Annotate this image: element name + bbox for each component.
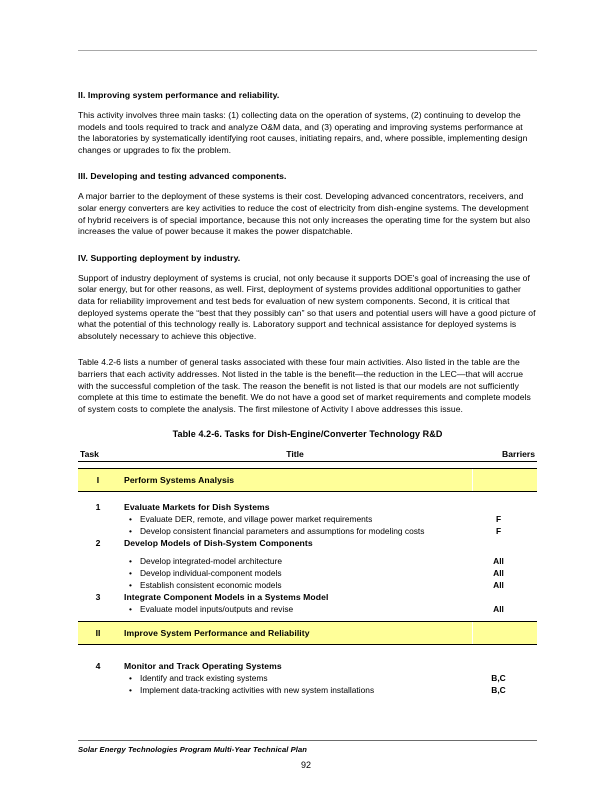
bullet-icon: •	[129, 685, 132, 696]
table-row-subtask	[78, 603, 537, 615]
section-paragraph-ii: This activity involves three main tasks: (1) collecting data on the operation of systems, (2) continuing to develop the models and tools required to track and analyze O&M data, and (3) operating and improving systems performance at the laboratories by systematically identifying root causes, initiating repairs, and, where possible, implementing design changes or upgrades to fix the problem.	[78, 110, 528, 155]
document-content	[78, 90, 537, 696]
table-row-subtask	[78, 684, 537, 696]
table-row-subtask	[78, 555, 537, 567]
task-number: 2	[95, 538, 101, 549]
task-number: 4	[95, 661, 101, 672]
table-row-subtask	[78, 525, 537, 537]
table-row-subtask	[78, 567, 537, 579]
subtask-title	[118, 567, 472, 579]
task-title: Develop Models of Dish-System Components	[124, 538, 313, 549]
subtask-number-spacer	[78, 579, 118, 591]
subtask-number-spacer	[78, 603, 118, 615]
activity-title: Improve System Performance and Reliability	[118, 622, 472, 645]
activity-number: I	[78, 469, 118, 492]
footer-text: Solar Energy Technologies Program Multi-Year Technical Plan	[78, 745, 307, 754]
activity-barriers	[472, 469, 537, 492]
subtask-title	[118, 603, 472, 615]
section-heading-ii: II. Improving system performance and reliability.	[78, 90, 280, 100]
column-header-task: Task	[78, 448, 118, 462]
subtask-title	[118, 525, 472, 537]
table-body	[78, 462, 537, 697]
subtask-barriers: All	[493, 568, 504, 579]
subtask-text: Evaluate model inputs/outputs and revise	[140, 604, 294, 615]
subtask-number-spacer	[78, 555, 118, 567]
table-header	[78, 448, 537, 462]
subtask-title	[118, 672, 472, 684]
task-barriers	[472, 501, 537, 513]
bullet-icon: •	[129, 673, 132, 684]
table-intro-paragraph: Table 4.2-6 lists a number of general tasks associated with these four main activities. Also listed in the table are the barriers that each activity addresses. Not listed in the table is the benefit—the reduction in the LEC—that will accrue with the successful completion of the task. The reason the benefit is not listed is that our models are not sufficiently complete at this time to estimate the benefit. We do not have a good set of market requirements and complete models of system costs to complete the analysis. The first milestone of Activity I above addresses this issue.	[78, 357, 531, 414]
subtask-text: Implement data-tracking activities with new system installations	[140, 685, 375, 696]
subtask-number-spacer	[78, 513, 118, 525]
section-paragraph-iii: A major barrier to the deployment of these systems is their cost. Developing advanced concentrators, receivers, and solar energy converters are key activities to reduce the cost of electricity from dish-engine systems. The development of hybrid receivers is of special importance, because this not only increases the operating time for the system but also increases the value of power because it makes the power dispatchable.	[78, 191, 531, 237]
subtask-barriers: All	[493, 580, 504, 591]
table-row-subtask	[78, 672, 537, 684]
subtask-barriers: F	[495, 514, 502, 525]
column-header-title: Title	[118, 448, 472, 462]
section-heading-iii: III. Developing and testing advanced components.	[78, 171, 287, 182]
subtask-text: Develop integrated-model architecture	[140, 556, 282, 567]
table-row-subtask	[78, 513, 537, 525]
spacer-row	[78, 492, 537, 502]
section-heading-iv: IV. Supporting deployment by industry.	[78, 252, 241, 263]
subtask-barriers: B,C	[491, 685, 506, 696]
task-title: Monitor and Track Operating Systems	[124, 661, 282, 672]
subtask-barriers: F	[495, 526, 502, 537]
subtask-number-spacer	[78, 525, 118, 537]
subtask-text: Develop individual-component models	[140, 568, 282, 579]
subtask-barriers: All	[493, 556, 504, 567]
task-title: Evaluate Markets for Dish Systems	[124, 502, 270, 513]
spacer-row	[78, 462, 537, 469]
activity-number: II	[78, 622, 118, 645]
page-number: 92	[300, 760, 311, 770]
table-row-activity	[78, 469, 537, 492]
subtask-text: Establish consistent economic models	[140, 580, 282, 591]
task-barriers	[472, 537, 537, 549]
header-rule	[78, 50, 537, 51]
bullet-icon: •	[129, 604, 132, 615]
task-barriers	[472, 660, 537, 672]
subtask-barriers: B,C	[491, 673, 506, 684]
table-row-task	[78, 501, 537, 513]
bullet-icon: •	[129, 514, 132, 525]
section-paragraph-iv: Support of industry deployment of systems is crucial, not only because it supports DOE's goal of increasing the use of solar energy, but for other reasons, as well. First, deployment of systems provides additional opportunities to gather data for reliability improvement and test beds for evaluation of new system components. Second, it is critical that deployed systems operate the “best that they possibly can” so that users and potential users will have a good picture of what the potential of this technology really is. Laboratory support and technical assistance for deployed systems is absolutely necessary to achieve this objective.	[78, 272, 536, 341]
subtask-title	[118, 513, 472, 525]
bullet-icon: •	[129, 568, 132, 579]
subtask-title	[118, 579, 472, 591]
subtask-title	[118, 555, 472, 567]
task-number: 3	[95, 592, 101, 603]
subtask-text: Evaluate DER, remote, and village power market requirements	[140, 514, 373, 525]
bullet-icon: •	[129, 580, 132, 591]
subtask-text: Identify and track existing systems	[140, 673, 268, 684]
table-row-task	[78, 660, 537, 672]
task-title: Integrate Component Models in a Systems Model	[124, 592, 329, 603]
column-header-barriers: Barriers	[472, 448, 537, 462]
tasks-table	[78, 448, 537, 696]
subtask-barriers: All	[493, 604, 504, 615]
table-row-activity	[78, 622, 537, 645]
table-header-row	[78, 448, 537, 462]
footer-rule	[78, 740, 537, 741]
table-row-task	[78, 591, 537, 603]
spacer-row	[78, 645, 537, 655]
task-number: 1	[95, 502, 101, 513]
bullet-icon: •	[129, 556, 132, 567]
subtask-text: Develop consistent financial parameters and assumptions for modeling costs	[140, 526, 425, 537]
subtask-number-spacer	[78, 684, 118, 696]
subtask-number-spacer	[78, 672, 118, 684]
activity-title: Perform Systems Analysis	[118, 469, 472, 492]
table-row-subtask	[78, 579, 537, 591]
table-caption: Table 4.2-6. Tasks for Dish-Engine/Converter Technology R&D	[172, 429, 443, 440]
activity-barriers	[472, 622, 537, 645]
bullet-icon: •	[129, 526, 132, 537]
subtask-title	[118, 684, 472, 696]
subtask-number-spacer	[78, 567, 118, 579]
table-row-task	[78, 537, 537, 549]
task-barriers	[472, 591, 537, 603]
